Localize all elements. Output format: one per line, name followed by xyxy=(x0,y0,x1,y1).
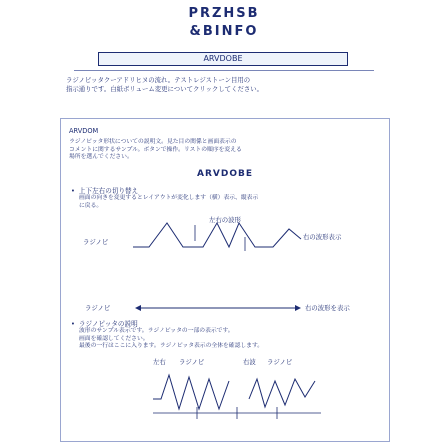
intro-line: ラジノピッタクーアドリヒヌの流れ。テストレジストーン目用の xyxy=(66,76,251,84)
arrow-head-left xyxy=(135,305,141,311)
section-title: ARVDOBE xyxy=(197,169,253,179)
banner-divider xyxy=(74,70,374,71)
paragraph-line: に戻る。 xyxy=(79,202,103,209)
paragraph-line: ラジノピッタ形状についての説明文。見た目の関係と画面表示の xyxy=(69,139,237,145)
paragraph-line: 画面の向きを変更するとレイアウトが変化します（横）表示、縦表示 xyxy=(79,195,259,201)
waveform-diagram xyxy=(133,219,303,253)
paragraph-line: 波形のサンプル表示です。ラジノピッタの一部の表示です。 xyxy=(79,328,234,334)
bullet-paragraph xyxy=(79,195,381,210)
page-subtitle: &BINFO xyxy=(189,24,259,39)
bottom-label: 左右 xyxy=(153,358,166,366)
paragraph-line: 最後の一行はここに入ります。ラジノピッタ表示の全体を確認します。 xyxy=(79,343,264,350)
arrow-left-label: ラジノピ xyxy=(85,304,111,312)
paragraph-line: 画面を確認してください。 xyxy=(79,335,149,342)
arrow-head-right xyxy=(295,305,301,311)
info-card xyxy=(60,118,390,442)
paragraph-line: コメントに関するサンプル。ボタンで操作。リストの順序を変える xyxy=(69,146,242,153)
bullet-heading: • ラジノピッタの説明 xyxy=(71,318,138,328)
card-paragraph xyxy=(69,139,381,162)
arrow-right-label: 右の波形を表示 xyxy=(305,304,350,312)
bottom-wave-left xyxy=(153,375,229,409)
bottom-label: ラジノピ xyxy=(267,358,293,366)
wave-line xyxy=(133,223,301,247)
paragraph-line: 場所を選んでください。 xyxy=(69,154,133,161)
bottom-waveforms xyxy=(153,369,323,419)
double-arrow xyxy=(135,305,301,311)
page-title: PRZHSB xyxy=(188,6,260,21)
bottom-label: 右波 xyxy=(243,358,256,366)
wave-left-label: ラジノピ xyxy=(83,238,109,246)
intro-line: 指示通りです。白紙ボリューム変更についてクリックしてください。 xyxy=(66,84,264,93)
bullet-paragraph xyxy=(79,328,381,351)
wave-caption: 左右の波形 xyxy=(209,216,241,224)
bottom-label: ラジノピ xyxy=(179,358,205,366)
bullet-heading: • 上下左右の切り替え xyxy=(71,185,138,195)
intro-text xyxy=(66,76,386,93)
section-banner: ARVDOBE xyxy=(98,52,348,66)
bottom-wave-right xyxy=(249,379,315,407)
card-heading: ARVDOM xyxy=(69,127,99,135)
wave-right-label: 右の波形表示 xyxy=(303,233,342,241)
